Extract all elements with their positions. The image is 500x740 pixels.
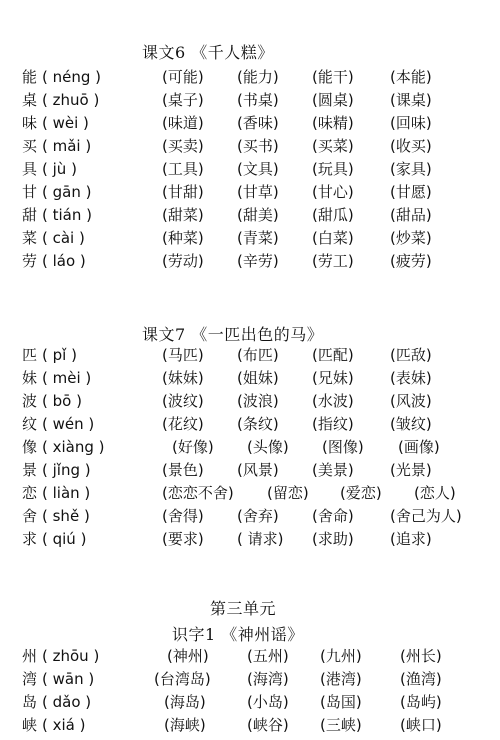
word: (要求) bbox=[162, 530, 204, 548]
word: (恋人) bbox=[414, 484, 456, 502]
word: (舍命) bbox=[312, 507, 354, 525]
character: 舍 bbox=[22, 507, 38, 525]
section-title: 识字1 《神州谣》 bbox=[172, 625, 304, 644]
pinyin: ( wèi ) bbox=[42, 114, 89, 132]
pinyin: ( dǎo ) bbox=[42, 693, 92, 711]
character: 恋 bbox=[22, 484, 38, 502]
character: 湾 bbox=[22, 670, 38, 688]
vocab-row bbox=[22, 250, 492, 272]
word: (能干) bbox=[312, 68, 354, 86]
pinyin: ( mèi ) bbox=[42, 369, 92, 387]
pinyin: ( gān ) bbox=[42, 183, 92, 201]
word: (能力) bbox=[237, 68, 279, 86]
word: (皱纹) bbox=[390, 415, 432, 433]
word: (岛屿) bbox=[400, 693, 442, 711]
word: (收买) bbox=[390, 137, 432, 155]
word: (青菜) bbox=[237, 229, 279, 247]
vocab-row bbox=[22, 204, 492, 226]
word: (可能) bbox=[162, 68, 204, 86]
vocab-row bbox=[22, 344, 492, 366]
word: (文具) bbox=[237, 160, 279, 178]
pinyin: ( pǐ ) bbox=[42, 346, 77, 364]
word: (辛劳) bbox=[237, 252, 279, 270]
word: (甘甜) bbox=[162, 183, 204, 201]
word: (小岛) bbox=[247, 693, 289, 711]
vocab-row bbox=[22, 66, 492, 88]
word: (条纹) bbox=[237, 415, 279, 433]
word: (舍弃) bbox=[237, 507, 279, 525]
word: (甘草) bbox=[237, 183, 279, 201]
character: 峡 bbox=[22, 716, 38, 734]
word: (追求) bbox=[390, 530, 432, 548]
vocab-row bbox=[22, 89, 492, 111]
word: (买卖) bbox=[162, 137, 204, 155]
vocab-row bbox=[22, 135, 492, 157]
word: (港湾) bbox=[320, 670, 362, 688]
vocab-row bbox=[22, 668, 492, 690]
vocab-row bbox=[22, 390, 492, 412]
pinyin: ( láo ) bbox=[42, 252, 86, 270]
word: (景色) bbox=[162, 461, 204, 479]
word: (渔湾) bbox=[400, 670, 442, 688]
word: (姐妹) bbox=[237, 369, 279, 387]
vocab-row bbox=[22, 227, 492, 249]
vocab-row bbox=[22, 459, 492, 481]
vocab-row bbox=[22, 482, 492, 504]
pinyin: ( tián ) bbox=[42, 206, 92, 224]
word: (玩具) bbox=[312, 160, 354, 178]
pinyin: ( jù ) bbox=[42, 160, 77, 178]
word: (炒菜) bbox=[390, 229, 432, 247]
word: (圆桌) bbox=[312, 91, 354, 109]
word: (海峡) bbox=[164, 716, 206, 734]
word: (州长) bbox=[400, 647, 442, 665]
word: (种菜) bbox=[162, 229, 204, 247]
unit-title: 第三单元 bbox=[210, 599, 277, 618]
pinyin: ( zhōu ) bbox=[42, 647, 100, 665]
pinyin: ( liàn ) bbox=[42, 484, 91, 502]
word: (桌子) bbox=[162, 91, 204, 109]
vocab-row bbox=[22, 714, 492, 736]
word: (味精) bbox=[312, 114, 354, 132]
character: 波 bbox=[22, 392, 38, 410]
word: (布匹) bbox=[237, 346, 279, 364]
word: (爱恋) bbox=[340, 484, 382, 502]
word: (匹配) bbox=[312, 346, 354, 364]
word: (课桌) bbox=[390, 91, 432, 109]
word: (指纹) bbox=[312, 415, 354, 433]
vocab-row bbox=[22, 645, 492, 667]
word: (图像) bbox=[322, 438, 364, 456]
word: (花纹) bbox=[162, 415, 204, 433]
pinyin: ( bō ) bbox=[42, 392, 82, 410]
word: (波浪) bbox=[237, 392, 279, 410]
word: (香味) bbox=[237, 114, 279, 132]
character: 甜 bbox=[22, 206, 38, 224]
word: (神州) bbox=[167, 647, 209, 665]
word: (书桌) bbox=[237, 91, 279, 109]
vocab-row bbox=[22, 181, 492, 203]
vocab-row bbox=[22, 158, 492, 180]
word: (台湾岛) bbox=[154, 670, 211, 688]
word: (峡口) bbox=[400, 716, 442, 734]
word: (水波) bbox=[312, 392, 354, 410]
word: (回味) bbox=[390, 114, 432, 132]
word: (九州) bbox=[320, 647, 362, 665]
word: (海岛) bbox=[164, 693, 206, 711]
section-title: 课文7 《一匹出色的马》 bbox=[142, 325, 324, 344]
word: (甜美) bbox=[237, 206, 279, 224]
word: (风波) bbox=[390, 392, 432, 410]
word: (白菜) bbox=[312, 229, 354, 247]
character: 买 bbox=[22, 137, 38, 155]
vocab-row bbox=[22, 367, 492, 389]
word: (风景) bbox=[237, 461, 279, 479]
word: (美景) bbox=[312, 461, 354, 479]
character: 岛 bbox=[22, 693, 38, 711]
word: (表妹) bbox=[390, 369, 432, 387]
word: (甜品) bbox=[390, 206, 432, 224]
word: (买书) bbox=[237, 137, 279, 155]
character: 劳 bbox=[22, 252, 38, 270]
pinyin: ( zhuō ) bbox=[42, 91, 100, 109]
word: (妹妹) bbox=[162, 369, 204, 387]
word: (马匹) bbox=[162, 346, 204, 364]
vocab-row bbox=[22, 505, 492, 527]
word: (波纹) bbox=[162, 392, 204, 410]
character: 味 bbox=[22, 114, 38, 132]
word: (匹敌) bbox=[390, 346, 432, 364]
pinyin: ( néng ) bbox=[42, 68, 102, 86]
word: (甘心) bbox=[312, 183, 354, 201]
character: 能 bbox=[22, 68, 38, 86]
word: (舍得) bbox=[162, 507, 204, 525]
word: (甜菜) bbox=[162, 206, 204, 224]
word: (峡谷) bbox=[247, 716, 289, 734]
word: (海湾) bbox=[247, 670, 289, 688]
word: (家具) bbox=[390, 160, 432, 178]
word: (味道) bbox=[162, 114, 204, 132]
word: (劳工) bbox=[312, 252, 354, 270]
vocab-row bbox=[22, 528, 492, 550]
word: (买菜) bbox=[312, 137, 354, 155]
word: (劳动) bbox=[162, 252, 204, 270]
character: 匹 bbox=[22, 346, 38, 364]
pinyin: ( jǐng ) bbox=[42, 461, 91, 479]
pinyin: ( qiú ) bbox=[42, 530, 87, 548]
word: (本能) bbox=[390, 68, 432, 86]
word: (疲劳) bbox=[390, 252, 432, 270]
word: (恋恋不舍) bbox=[162, 484, 234, 502]
character: 菜 bbox=[22, 229, 38, 247]
vocab-row bbox=[22, 691, 492, 713]
word: (求助) bbox=[312, 530, 354, 548]
word: (甜瓜) bbox=[312, 206, 354, 224]
word: (工具) bbox=[162, 160, 204, 178]
character: 景 bbox=[22, 461, 38, 479]
word: (好像) bbox=[172, 438, 214, 456]
pinyin: ( wén ) bbox=[42, 415, 95, 433]
vocab-row bbox=[22, 436, 492, 458]
pinyin: ( shě ) bbox=[42, 507, 90, 525]
pinyin: ( mǎi ) bbox=[42, 137, 92, 155]
pinyin: ( xiá ) bbox=[42, 716, 86, 734]
word: ( 请求) bbox=[237, 530, 284, 548]
character: 甘 bbox=[22, 183, 38, 201]
word: (甘愿) bbox=[390, 183, 432, 201]
word: (舍己为人) bbox=[390, 507, 462, 525]
character: 具 bbox=[22, 160, 38, 178]
character: 求 bbox=[22, 530, 38, 548]
word: (岛国) bbox=[320, 693, 362, 711]
vocab-row bbox=[22, 413, 492, 435]
vocab-row bbox=[22, 112, 492, 134]
character: 州 bbox=[22, 647, 38, 665]
pinyin: ( cài ) bbox=[42, 229, 85, 247]
character: 妹 bbox=[22, 369, 38, 387]
word: (五州) bbox=[247, 647, 289, 665]
word: (画像) bbox=[398, 438, 440, 456]
word: (留恋) bbox=[267, 484, 309, 502]
word: (头像) bbox=[247, 438, 289, 456]
pinyin: ( wān ) bbox=[42, 670, 95, 688]
character: 像 bbox=[22, 438, 38, 456]
character: 桌 bbox=[22, 91, 38, 109]
pinyin: ( xiàng ) bbox=[42, 438, 105, 456]
word: (光景) bbox=[390, 461, 432, 479]
section-title: 课文6 《千人糕》 bbox=[142, 43, 274, 62]
word: (三峡) bbox=[320, 716, 362, 734]
word: (兄妹) bbox=[312, 369, 354, 387]
character: 纹 bbox=[22, 415, 38, 433]
